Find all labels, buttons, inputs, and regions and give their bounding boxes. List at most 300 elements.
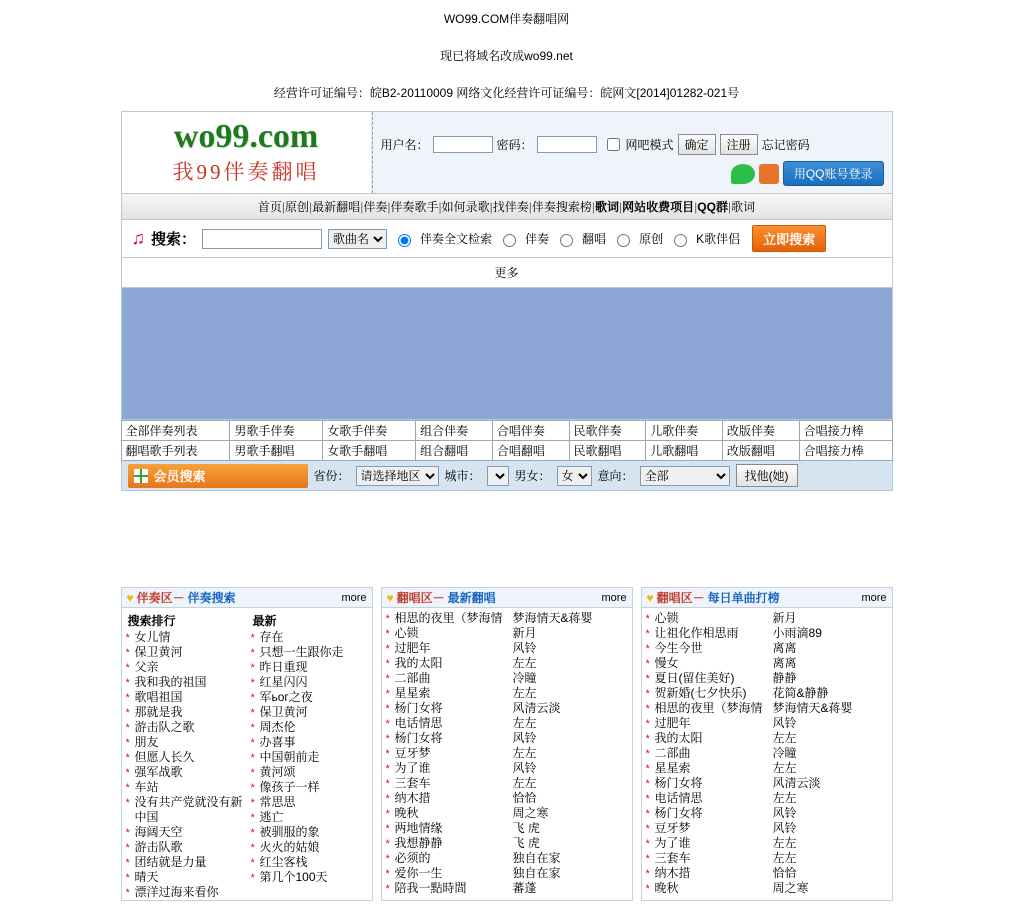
category-cell-r2c2[interactable]: [323, 441, 416, 461]
artist-link[interactable]: 风清云淡: [512, 701, 561, 715]
list-item[interactable]: [511, 611, 628, 626]
list-item[interactable]: [771, 851, 888, 866]
list-item[interactable]: [126, 645, 243, 660]
category-cell-r2c1[interactable]: [230, 441, 323, 461]
list-item[interactable]: [511, 776, 628, 791]
song-link[interactable]: 只想一生跟你走: [259, 645, 344, 659]
list-item[interactable]: [251, 855, 368, 870]
artist-link[interactable]: 风清云淡: [772, 776, 821, 790]
song-link[interactable]: 晚秋: [394, 806, 419, 820]
category-cell-r1c1[interactable]: [230, 421, 323, 441]
artist-link[interactable]: 左左: [512, 746, 537, 760]
nav-item-9[interactable]: 网站收费项目: [622, 200, 695, 214]
search-radio-label-0: 伴奏全文检索: [420, 232, 493, 246]
list-item[interactable]: [386, 641, 503, 656]
song-link[interactable]: 为了谁: [394, 761, 431, 775]
song-link[interactable]: 杨门女将: [394, 701, 443, 715]
song-link[interactable]: 慢女: [654, 656, 679, 670]
song-link[interactable]: 为了谁: [654, 836, 691, 850]
list-item[interactable]: [646, 671, 763, 686]
song-link[interactable]: 漂洋过海来看你: [134, 885, 219, 899]
list-item[interactable]: [646, 761, 763, 776]
artist-link[interactable]: 独自在家: [512, 851, 561, 865]
list-item[interactable]: [126, 840, 243, 855]
song-link[interactable]: 杨门女将: [394, 731, 443, 745]
list-item[interactable]: [511, 881, 628, 896]
list-item[interactable]: [386, 821, 503, 836]
song-link[interactable]: 夏日(留住美好): [654, 671, 735, 685]
list-item[interactable]: [771, 656, 888, 671]
artist-link[interactable]: 小雨滴89: [772, 626, 822, 640]
song-link[interactable]: 红星闪闪: [259, 675, 308, 689]
third-party-login-row: [381, 161, 884, 186]
artist-link[interactable]: 左左: [772, 851, 797, 865]
nav-item-3[interactable]: 伴奏: [363, 200, 388, 214]
list-item[interactable]: [386, 611, 503, 626]
nav-item-8[interactable]: 歌词: [595, 200, 620, 214]
song-link[interactable]: 贺新婚(七夕快乐): [654, 686, 747, 700]
list-item[interactable]: [251, 750, 368, 765]
song-link[interactable]: 军ьог之夜: [259, 690, 313, 704]
song-link[interactable]: 我想静静: [394, 836, 443, 850]
column-latest-covers: [381, 587, 633, 901]
artist-link[interactable]: 周之寒: [512, 806, 549, 820]
artist-link[interactable]: 恰恰: [512, 791, 537, 805]
list-item[interactable]: [511, 866, 628, 881]
province-select[interactable]: [356, 466, 439, 486]
category-cell-r2c5[interactable]: [569, 441, 646, 461]
list-item[interactable]: [386, 716, 503, 731]
song-link[interactable]: 今生今世: [654, 641, 703, 655]
wechat-icon[interactable]: [731, 164, 755, 184]
list-item[interactable]: [646, 881, 763, 896]
list-item[interactable]: [126, 825, 243, 840]
list-item[interactable]: [646, 611, 763, 626]
username-input[interactable]: [433, 136, 493, 153]
song-link[interactable]: 相思的夜里（梦海情: [394, 611, 503, 625]
artist-link[interactable]: 冷瞳: [772, 746, 797, 760]
category-link-r2c0[interactable]: 翻唱歌手列表: [125, 444, 198, 458]
song-link[interactable]: 游击队歌: [134, 840, 183, 854]
song-link[interactable]: 存在: [259, 630, 284, 644]
list-item[interactable]: [771, 686, 888, 701]
song-link[interactable]: 三套车: [654, 851, 691, 865]
song-link[interactable]: 我的太阳: [394, 656, 443, 670]
song-link[interactable]: 纳木措: [654, 866, 691, 880]
list-item[interactable]: [771, 881, 888, 896]
column-0-more-link[interactable]: more: [341, 591, 367, 604]
list-item[interactable]: [771, 791, 888, 806]
list-item[interactable]: [511, 746, 628, 761]
song-link[interactable]: 逃亡: [259, 810, 284, 824]
artist-link[interactable]: 静静: [772, 671, 797, 685]
nav-item-2[interactable]: 最新翻唱: [312, 200, 361, 214]
list-item[interactable]: [511, 821, 628, 836]
list-item[interactable]: [251, 870, 368, 885]
song-link[interactable]: 杨门女将: [654, 776, 703, 790]
list-item[interactable]: [126, 855, 243, 870]
list-item[interactable]: [646, 731, 763, 746]
song-link[interactable]: 过肥年: [394, 641, 431, 655]
list-item[interactable]: [511, 731, 628, 746]
song-link[interactable]: 红尘客栈: [259, 855, 308, 869]
list-item[interactable]: [646, 836, 763, 851]
category-link-r2c3[interactable]: 组合翻唱: [420, 444, 469, 458]
song-link[interactable]: 游击队之歌: [134, 720, 195, 734]
artist-link[interactable]: 新月: [772, 611, 797, 625]
list-item[interactable]: [646, 821, 763, 836]
artist-link[interactable]: 花简&静静: [772, 686, 829, 700]
song-link[interactable]: 但愿人长久: [134, 750, 195, 764]
category-cell-r2c8[interactable]: [799, 441, 892, 461]
search-radio-2[interactable]: [560, 234, 573, 247]
artist-link[interactable]: 风铃: [772, 806, 797, 820]
list-item[interactable]: [771, 716, 888, 731]
category-cell-r1c8[interactable]: [799, 421, 892, 441]
artist-link[interactable]: 风铃: [512, 641, 537, 655]
list-item[interactable]: [251, 840, 368, 855]
search-submit-button[interactable]: 立即搜索: [752, 225, 826, 252]
category-link-r1c0[interactable]: 全部伴奏列表: [125, 424, 198, 438]
song-link[interactable]: 杨门女将: [654, 806, 703, 820]
more-link[interactable]: 更多: [494, 266, 519, 280]
city-select[interactable]: [487, 466, 509, 486]
artist-link[interactable]: 离离: [772, 656, 797, 670]
list-item[interactable]: [126, 630, 243, 645]
song-link[interactable]: 我的太阳: [654, 731, 703, 745]
column-1-more-link[interactable]: more: [601, 591, 627, 604]
column-2-more-link[interactable]: more: [861, 591, 887, 604]
nav-item-0[interactable]: 首页: [257, 200, 282, 214]
password-input[interactable]: [537, 136, 597, 153]
category-link-r2c5[interactable]: 民歌翻唱: [573, 444, 622, 458]
song-link[interactable]: 两地情缘: [394, 821, 443, 835]
register-button[interactable]: 注册: [720, 134, 758, 155]
category-cell-r1c2[interactable]: [323, 421, 416, 441]
list-item[interactable]: [771, 821, 888, 836]
song-link[interactable]: 像孩子一样: [259, 780, 320, 794]
song-link[interactable]: 歌唱祖国: [134, 690, 183, 704]
artist-link[interactable]: 左左: [512, 656, 537, 670]
list-item[interactable]: [251, 675, 368, 690]
category-link-r2c2[interactable]: 女歌手翻唱: [327, 444, 388, 458]
list-item[interactable]: [386, 866, 503, 881]
list-item[interactable]: [646, 701, 763, 716]
list-item[interactable]: [511, 656, 628, 671]
artist-link[interactable]: 左左: [512, 776, 537, 790]
song-link[interactable]: 二部曲: [654, 746, 691, 760]
song-link[interactable]: 那就是我: [134, 705, 183, 719]
list-item[interactable]: [771, 701, 888, 716]
list-item[interactable]: [126, 705, 243, 720]
site-logo[interactable]: [122, 112, 372, 193]
song-link[interactable]: 昨日重现: [259, 660, 308, 674]
song-link[interactable]: 朋友: [134, 735, 159, 749]
list-item[interactable]: [251, 795, 368, 810]
song-link[interactable]: 电话情思: [394, 716, 443, 730]
list-item[interactable]: [511, 761, 628, 776]
list-item[interactable]: [126, 690, 243, 705]
list-item[interactable]: [251, 630, 368, 645]
song-link[interactable]: 黄河颂: [259, 765, 296, 779]
search-radio-1[interactable]: [503, 234, 516, 247]
artist-link[interactable]: 左左: [772, 836, 797, 850]
list-item[interactable]: [511, 671, 628, 686]
song-link[interactable]: 海阔天空: [134, 825, 183, 839]
list-item[interactable]: [126, 675, 243, 690]
list-item[interactable]: [126, 660, 243, 675]
list-item[interactable]: [251, 660, 368, 675]
artist-link[interactable]: 蕃蓬: [512, 881, 537, 895]
list-item[interactable]: [386, 671, 503, 686]
category-cell-r1c4[interactable]: [492, 421, 569, 441]
list-item[interactable]: [646, 716, 763, 731]
artist-link[interactable]: 左左: [772, 791, 797, 805]
nav-item-6[interactable]: 找伴奏: [492, 200, 529, 214]
artist-link[interactable]: 左左: [772, 761, 797, 775]
list-item[interactable]: [511, 641, 628, 656]
category-link-r2c6[interactable]: 儿歌翻唱: [650, 444, 699, 458]
list-item[interactable]: [386, 701, 503, 716]
artist-link[interactable]: 风铃: [512, 761, 537, 775]
qq-login-button[interactable]: 用QQ账号登录: [783, 161, 884, 186]
song-link[interactable]: 常思思: [259, 795, 296, 809]
nav-item-10[interactable]: QQ群: [697, 200, 728, 214]
category-link-r1c4[interactable]: 合唱伴奏: [496, 424, 545, 438]
list-item[interactable]: [126, 720, 243, 735]
list-item[interactable]: [251, 705, 368, 720]
song-link[interactable]: 二部曲: [394, 671, 431, 685]
list-item[interactable]: [386, 686, 503, 701]
gender-select[interactable]: [557, 466, 592, 486]
song-link[interactable]: 女儿情: [134, 630, 171, 644]
song-link[interactable]: 纳木措: [394, 791, 431, 805]
list-item[interactable]: [386, 656, 503, 671]
login-submit-button[interactable]: 确定: [678, 134, 716, 155]
category-link-r1c7[interactable]: 改版伴奏: [726, 424, 775, 438]
list-item[interactable]: [646, 626, 763, 641]
artist-link[interactable]: 梦海情天&蒋婴: [772, 701, 853, 715]
list-item[interactable]: [386, 761, 503, 776]
song-link[interactable]: 火火的姑娘: [259, 840, 320, 854]
list-item[interactable]: [646, 686, 763, 701]
list-item[interactable]: [126, 780, 243, 795]
song-link[interactable]: 强军战歌: [134, 765, 183, 779]
search-radio-4[interactable]: [674, 234, 687, 247]
artist-link[interactable]: 风铃: [772, 821, 797, 835]
song-link[interactable]: 中国朝前走: [259, 750, 320, 764]
category-link-r1c8[interactable]: 合唱接力棒: [803, 424, 864, 438]
song-link[interactable]: 团结就是力量: [134, 855, 207, 869]
list-item[interactable]: [386, 836, 503, 851]
nav-item-5[interactable]: 如何录歌: [441, 200, 490, 214]
list-item[interactable]: [646, 806, 763, 821]
list-item[interactable]: [771, 731, 888, 746]
song-link[interactable]: 豆牙梦: [394, 746, 431, 760]
song-link[interactable]: 必须的: [394, 851, 431, 865]
song-link[interactable]: 我和我的祖国: [134, 675, 207, 689]
list-item[interactable]: [511, 626, 628, 641]
list-item[interactable]: [771, 761, 888, 776]
column-1-sub-1-list: [509, 611, 630, 896]
list-item[interactable]: [646, 746, 763, 761]
song-link[interactable]: 第几个100天: [259, 870, 328, 884]
song-link[interactable]: 周杰伦: [259, 720, 296, 734]
list-item[interactable]: [386, 881, 503, 896]
song-link[interactable]: 爱你一生: [394, 866, 443, 880]
qq-icon[interactable]: [759, 164, 779, 184]
song-link[interactable]: 心锁: [394, 626, 419, 640]
list-item[interactable]: [386, 746, 503, 761]
list-item[interactable]: [646, 866, 763, 881]
song-link[interactable]: 保卫黄河: [134, 645, 183, 659]
category-link-r2c7[interactable]: 改版翻唱: [726, 444, 775, 458]
list-item[interactable]: [251, 690, 368, 705]
artist-link[interactable]: 梦海情天&蒋婴: [512, 611, 593, 625]
category-link-r2c1[interactable]: 男歌手翻唱: [234, 444, 295, 458]
artist-link[interactable]: 独自在家: [512, 866, 561, 880]
search-radio-3[interactable]: [617, 234, 630, 247]
song-link[interactable]: 晴天: [134, 870, 159, 884]
nav-item-11[interactable]: 歌词: [731, 200, 756, 214]
list-item[interactable]: [251, 810, 368, 825]
artist-link[interactable]: 冷瞳: [512, 671, 537, 685]
list-item[interactable]: [771, 776, 888, 791]
song-link[interactable]: 豆牙梦: [654, 821, 691, 835]
song-link[interactable]: 星星索: [654, 761, 691, 775]
list-item[interactable]: [771, 746, 888, 761]
list-item[interactable]: [251, 825, 368, 840]
category-cell-r1c3[interactable]: [416, 421, 493, 441]
list-item[interactable]: [771, 836, 888, 851]
artist-link[interactable]: 飞 虎: [512, 836, 540, 850]
category-cell-r2c0[interactable]: [121, 441, 230, 461]
artist-link[interactable]: 风铃: [512, 731, 537, 745]
artist-link[interactable]: 新月: [512, 626, 537, 640]
list-item[interactable]: [126, 870, 243, 885]
category-link-r2c8[interactable]: 合唱接力棒: [803, 444, 864, 458]
list-item[interactable]: [511, 791, 628, 806]
category-cell-r2c3[interactable]: [416, 441, 493, 461]
song-link[interactable]: 父亲: [134, 660, 159, 674]
category-link-r1c2[interactable]: 女歌手伴奏: [327, 424, 388, 438]
forgot-password-link[interactable]: 忘记密码: [761, 138, 810, 152]
find-member-button[interactable]: 找他(她): [736, 464, 798, 487]
more-band: [121, 258, 893, 288]
song-link[interactable]: 过肥年: [654, 716, 691, 730]
list-item[interactable]: [771, 626, 888, 641]
category-link-r1c3[interactable]: 组合伴奏: [420, 424, 469, 438]
list-item[interactable]: [251, 780, 368, 795]
list-item[interactable]: [511, 806, 628, 821]
song-link[interactable]: 三套车: [394, 776, 431, 790]
wangba-mode-checkbox[interactable]: [607, 138, 620, 151]
list-item[interactable]: [771, 611, 888, 626]
song-link[interactable]: 电话情思: [654, 791, 703, 805]
list-item[interactable]: [646, 851, 763, 866]
category-cell-r1c5[interactable]: [569, 421, 646, 441]
artist-link[interactable]: 风铃: [772, 716, 797, 730]
list-item[interactable]: [646, 791, 763, 806]
list-item[interactable]: [126, 735, 243, 750]
artist-link[interactable]: 左左: [772, 731, 797, 745]
list-item[interactable]: [771, 806, 888, 821]
category-cell-r1c7[interactable]: [722, 421, 799, 441]
list-item[interactable]: [126, 765, 243, 780]
category-link-r1c1[interactable]: 男歌手伴奏: [234, 424, 295, 438]
category-link-r1c5[interactable]: 民歌伴奏: [573, 424, 622, 438]
category-cell-r1c0[interactable]: [121, 421, 230, 441]
nav-item-1[interactable]: 原创: [285, 200, 310, 214]
category-link-r2c4[interactable]: 合唱翻唱: [496, 444, 545, 458]
song-link[interactable]: 车站: [134, 780, 159, 794]
nav-item-4[interactable]: 伴奏歌手: [390, 200, 439, 214]
search-input[interactable]: [202, 229, 322, 249]
search-radio-0[interactable]: [398, 234, 411, 247]
list-item[interactable]: [646, 656, 763, 671]
search-type-select[interactable]: [328, 229, 387, 249]
artist-link[interactable]: 恰恰: [772, 866, 797, 880]
artist-link[interactable]: 左左: [512, 716, 537, 730]
list-item[interactable]: [386, 731, 503, 746]
list-item[interactable]: [511, 701, 628, 716]
category-cell-r1c6[interactable]: [646, 421, 723, 441]
song-link[interactable]: 相思的夜里（梦海情: [654, 701, 763, 715]
list-item[interactable]: [511, 716, 628, 731]
nav-item-7[interactable]: 伴奏搜索榜: [531, 200, 592, 214]
artist-link[interactable]: 周之寒: [772, 881, 809, 895]
category-cell-r2c6[interactable]: [646, 441, 723, 461]
list-item[interactable]: [126, 795, 243, 825]
list-item[interactable]: [646, 641, 763, 656]
artist-link[interactable]: 离离: [772, 641, 797, 655]
list-item[interactable]: [511, 851, 628, 866]
song-link[interactable]: 晚秋: [654, 881, 679, 895]
song-link[interactable]: 被驯服的象: [259, 825, 320, 839]
list-item[interactable]: [771, 671, 888, 686]
list-item[interactable]: [646, 776, 763, 791]
list-item[interactable]: [251, 645, 368, 660]
list-item[interactable]: [511, 836, 628, 851]
list-item[interactable]: [771, 866, 888, 881]
list-item[interactable]: [386, 806, 503, 821]
list-item[interactable]: [771, 641, 888, 656]
list-item[interactable]: [511, 686, 628, 701]
song-link[interactable]: 办喜事: [259, 735, 296, 749]
category-link-r1c6[interactable]: 儿歌伴奏: [650, 424, 699, 438]
list-item[interactable]: [386, 851, 503, 866]
list-item[interactable]: [126, 885, 243, 900]
song-link[interactable]: 陪我一點時間: [394, 881, 467, 895]
list-item[interactable]: [386, 776, 503, 791]
list-item[interactable]: [386, 626, 503, 641]
category-cell-r2c4[interactable]: [492, 441, 569, 461]
artist-link[interactable]: 左左: [512, 686, 537, 700]
list-item[interactable]: [386, 791, 503, 806]
song-link[interactable]: 心锁: [654, 611, 679, 625]
list-item[interactable]: [126, 750, 243, 765]
song-link[interactable]: 星星索: [394, 686, 431, 700]
song-link[interactable]: 保卫黄河: [259, 705, 308, 719]
artist-link[interactable]: 飞 虎: [512, 821, 540, 835]
song-link[interactable]: 让祖化作相思雨: [654, 626, 739, 640]
list-item[interactable]: [251, 735, 368, 750]
orientation-select[interactable]: [640, 466, 730, 486]
song-link[interactable]: 没有共产党就没有新中国: [134, 795, 243, 824]
list-item[interactable]: [251, 765, 368, 780]
list-item[interactable]: [251, 720, 368, 735]
category-cell-r2c7[interactable]: [722, 441, 799, 461]
